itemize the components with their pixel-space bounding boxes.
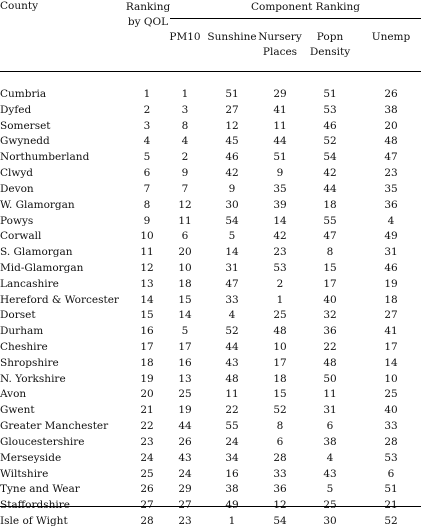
pm10-cell: 18 [178,277,192,290]
table-body [0,87,421,530]
popn-density-cell: 46 [323,119,337,132]
nursery-cell: 44 [273,135,287,148]
nursery-cell: 39 [273,198,287,211]
pm10-cell: 9 [181,167,189,180]
qol-rank-cell: 2 [143,103,151,116]
popn-density-cell: 22 [323,341,337,353]
nursery-cell: 23 [273,246,287,259]
popn-density-cell: 38 [323,435,337,448]
nursery-header-line1: Nursery [258,31,302,43]
unemp-cell: 41 [384,325,398,338]
qol-rank-cell: 6 [143,167,151,180]
table-row [0,308,421,324]
pm10-cell: 3 [181,103,189,116]
pm10-header: PM10 [169,31,201,43]
qol-rank-cell: 25 [140,467,154,480]
popn-density-cell: 48 [323,356,337,369]
qol-rank-cell: 21 [140,404,154,417]
sunshine-cell: 43 [225,356,239,369]
component-group-rule [170,18,421,19]
county-cell: Mid-Glamorgan [0,261,84,274]
unemp-cell: 6 [387,467,395,480]
pm10-cell: 26 [178,435,192,448]
nursery-cell: 11 [273,119,287,132]
sunshine-cell: 16 [225,467,239,480]
unemp-cell: 18 [384,293,398,306]
pm10-cell: 23 [178,514,192,527]
pm10-cell: 20 [178,246,192,259]
county-cell: N. Yorkshire [0,372,66,385]
unemp-cell: 49 [384,230,398,243]
nursery-cell: 28 [273,451,287,464]
popn-density-cell: 54 [323,151,337,164]
sunshine-cell: 45 [225,135,239,148]
unemp-cell: 10 [384,372,398,385]
popn-density-cell: 53 [323,103,337,116]
nursery-cell: 29 [273,88,287,100]
sunshine-cell: 27 [225,103,239,116]
unemp-cell: 46 [384,261,398,274]
pm10-cell: 19 [178,404,192,417]
table-row [0,277,421,293]
sunshine-cell: 52 [225,325,239,338]
table-row [0,182,421,198]
unemp-cell: 33 [384,420,398,433]
component-ranking-header: Component Ranking [250,1,361,13]
pm10-cell: 4 [181,135,189,148]
unemp-cell: 51 [384,483,398,496]
popn-density-cell: 32 [323,309,337,322]
sunshine-cell: 42 [225,167,239,180]
qol-rank-cell: 19 [140,372,154,385]
pm10-cell: 44 [178,420,192,433]
county-cell: Corwall [0,230,42,243]
pm10-cell: 16 [178,356,192,369]
popn-density-cell: 36 [323,325,337,338]
popn-density-cell: 40 [323,293,337,306]
popn-density-cell: 31 [323,404,337,417]
header-bottom-rule [0,71,421,72]
sunshine-cell: 54 [225,214,239,227]
nursery-cell: 17 [273,356,287,369]
qol-rank-cell: 3 [143,119,151,132]
pm10-cell: 8 [181,119,189,132]
nursery-cell: 15 [273,388,287,401]
table-row [0,134,421,150]
popn-density-cell: 5 [326,483,334,496]
nursery-cell: 54 [273,514,287,527]
table-row [0,119,421,135]
county-cell: Dorset [0,309,36,322]
popn-header-line1: Popn [316,31,344,43]
county-cell: Shropshire [0,356,59,369]
table-row [0,482,421,498]
nursery-cell: 9 [276,167,284,180]
unemp-cell: 36 [384,198,398,211]
pm10-cell: 13 [178,372,192,385]
sunshine-cell: 4 [228,309,236,322]
pm10-cell: 1 [181,88,189,100]
table-row [0,245,421,261]
table-row [0,467,421,483]
popn-density-header [302,30,358,60]
unemp-cell: 52 [384,514,398,527]
county-cell: S. Glamorgan [0,246,73,259]
popn-density-cell: 42 [323,167,337,180]
pm10-cell: 43 [178,451,192,464]
unemp-cell: 28 [384,435,398,448]
unemp-cell: 38 [384,103,398,116]
table-row [0,451,421,467]
nursery-cell: 52 [273,404,287,417]
table-row [0,150,421,166]
table-row [0,372,421,388]
table-row [0,419,421,435]
table-row [0,103,421,119]
popn-density-cell: 15 [323,261,337,274]
unemp-cell: 4 [387,214,395,227]
county-cell: Merseyside [0,451,62,464]
county-cell: W. Glamorgan [0,198,75,211]
popn-density-cell: 43 [323,467,337,480]
county-cell: Dyfed [0,103,32,116]
popn-density-cell: 8 [326,246,334,259]
pm10-cell: 5 [181,325,189,338]
county-cell: Gwent [0,404,35,417]
pm10-cell: 10 [178,261,192,274]
county-cell: Northumberland [0,151,90,164]
county-cell: Gloucestershire [0,435,85,448]
sunshine-cell: 33 [225,293,239,306]
county-cell: Clwyd [0,167,34,180]
nursery-cell: 18 [273,372,287,385]
qol-rank-cell: 9 [143,214,151,227]
unemp-cell: 26 [384,88,398,100]
qol-rank-cell: 12 [140,261,154,274]
popn-density-cell: 6 [326,420,334,433]
county-cell: Lancashire [0,277,59,290]
ranking-qol-header-line1: Ranking [125,1,171,13]
unemp-cell: 48 [384,135,398,148]
unemp-cell: 25 [384,388,398,401]
pm10-cell: 6 [181,230,189,243]
nursery-cell: 14 [273,214,287,227]
sunshine-cell: 44 [225,341,239,353]
table-row [0,403,421,419]
nursery-cell: 42 [273,230,287,243]
sunshine-cell: 34 [225,451,239,464]
qol-rank-cell: 11 [140,246,154,259]
nursery-cell: 51 [273,151,287,164]
nursery-cell: 2 [276,277,284,290]
qol-rank-cell: 18 [140,356,154,369]
sunshine-cell: 24 [225,435,239,448]
county-cell: Wiltshire [0,467,49,480]
table-bottom-rule [0,506,421,507]
sunshine-header: Sunshine [207,31,257,43]
nursery-cell: 33 [273,467,287,480]
sunshine-cell: 12 [225,119,239,132]
table-row [0,340,421,356]
table-row [0,324,421,340]
nursery-header-line2: Places [262,46,298,58]
pm10-cell: 7 [181,182,189,195]
popn-density-cell: 4 [326,451,334,464]
unemp-cell: 14 [384,356,398,369]
unemp-cell: 47 [384,151,398,164]
county-cell: Avon [0,388,27,401]
popn-density-cell: 18 [323,198,337,211]
unemp-cell: 17 [384,341,398,353]
sunshine-cell: 47 [225,277,239,290]
sunshine-cell: 11 [225,388,239,401]
ranking-qol-header-line2: by QOL [127,16,169,28]
nursery-cell: 36 [273,483,287,496]
nursery-cell: 8 [276,420,284,433]
popn-density-cell: 44 [323,182,337,195]
qol-rank-cell: 13 [140,277,154,290]
county-cell: Greater Manchester [0,420,109,433]
qol-rank-cell: 7 [143,182,151,195]
sunshine-cell: 9 [228,182,236,195]
sunshine-cell: 55 [225,420,239,433]
nursery-cell: 53 [273,261,287,274]
sunshine-cell: 51 [225,88,239,100]
qol-rank-cell: 22 [140,420,154,433]
county-cell: Isle of Wight [0,514,68,527]
unemp-cell: 23 [384,167,398,180]
county-cell: Powys [0,214,34,227]
qol-rank-cell: 28 [140,514,154,527]
unemp-cell: 40 [384,404,398,417]
table-row [0,87,421,103]
pm10-cell: 11 [178,214,192,227]
pm10-cell: 12 [178,198,192,211]
qol-rank-cell: 1 [143,88,151,100]
unemp-cell: 35 [384,182,398,195]
unemp-cell: 20 [384,119,398,132]
popn-density-cell: 50 [323,372,337,385]
ranking-qol-header [118,0,178,30]
popn-density-cell: 55 [323,214,337,227]
sunshine-cell: 30 [225,198,239,211]
qol-rank-cell: 14 [140,293,154,306]
table-row [0,166,421,182]
county-header: County [0,0,39,12]
sunshine-cell: 48 [225,372,239,385]
popn-density-cell: 51 [323,88,337,100]
sunshine-cell: 38 [225,483,239,496]
nursery-cell: 1 [276,293,284,306]
nursery-places-header [253,30,307,60]
table-row [0,261,421,277]
popn-density-cell: 11 [323,388,337,401]
county-cell: Gwynedd [0,135,50,148]
sunshine-cell: 31 [225,261,239,274]
county-cell: Tyne and Wear [0,483,80,496]
sunshine-cell: 14 [225,246,239,259]
county-cell: Cumbria [0,88,47,100]
popn-density-cell: 52 [323,135,337,148]
nursery-cell: 6 [276,435,284,448]
qol-rank-cell: 4 [143,135,151,148]
table-row [0,229,421,245]
popn-header-line2: Density [309,46,351,58]
unemp-cell: 31 [384,246,398,259]
popn-density-cell: 17 [323,277,337,290]
table-row [0,387,421,403]
table-row [0,435,421,451]
nursery-cell: 35 [273,182,287,195]
qol-rank-cell: 23 [140,435,154,448]
county-cell: Cheshire [0,341,48,353]
county-cell: Somerset [0,119,51,132]
pm10-cell: 29 [178,483,192,496]
pm10-cell: 25 [178,388,192,401]
qol-rank-cell: 10 [140,230,154,243]
qol-rank-cell: 17 [140,341,154,353]
popn-density-cell: 47 [323,230,337,243]
unemp-cell: 53 [384,451,398,464]
table-row [0,214,421,230]
unemp-cell: 27 [384,309,398,322]
sunshine-cell: 5 [228,230,236,243]
sunshine-cell: 46 [225,151,239,164]
pm10-cell: 2 [181,151,189,164]
nursery-cell: 48 [273,325,287,338]
nursery-cell: 10 [273,341,287,353]
table-row [0,293,421,309]
sunshine-cell: 22 [225,404,239,417]
county-cell: Devon [0,182,34,195]
popn-density-cell: 30 [323,514,337,527]
pm10-cell: 24 [178,467,192,480]
county-cell: Hereford & Worcester [0,293,119,306]
qol-rank-cell: 5 [143,151,151,164]
table-row [0,514,421,530]
pm10-cell: 14 [178,309,192,322]
table-row [0,198,421,214]
qol-rank-cell: 20 [140,388,154,401]
nursery-cell: 41 [273,103,287,116]
sunshine-cell: 1 [228,514,236,527]
nursery-cell: 25 [273,309,287,322]
qol-rank-cell: 26 [140,483,154,496]
pm10-cell: 17 [178,341,192,353]
qol-rank-cell: 24 [140,451,154,464]
pm10-cell: 15 [178,293,192,306]
table-row [0,356,421,372]
county-cell: Durham [0,325,44,338]
unemp-header: Unemp [371,31,411,43]
qol-rank-cell: 16 [140,325,154,338]
qol-rank-cell: 8 [143,198,151,211]
unemp-cell: 19 [384,277,398,290]
qol-rank-cell: 15 [140,309,154,322]
